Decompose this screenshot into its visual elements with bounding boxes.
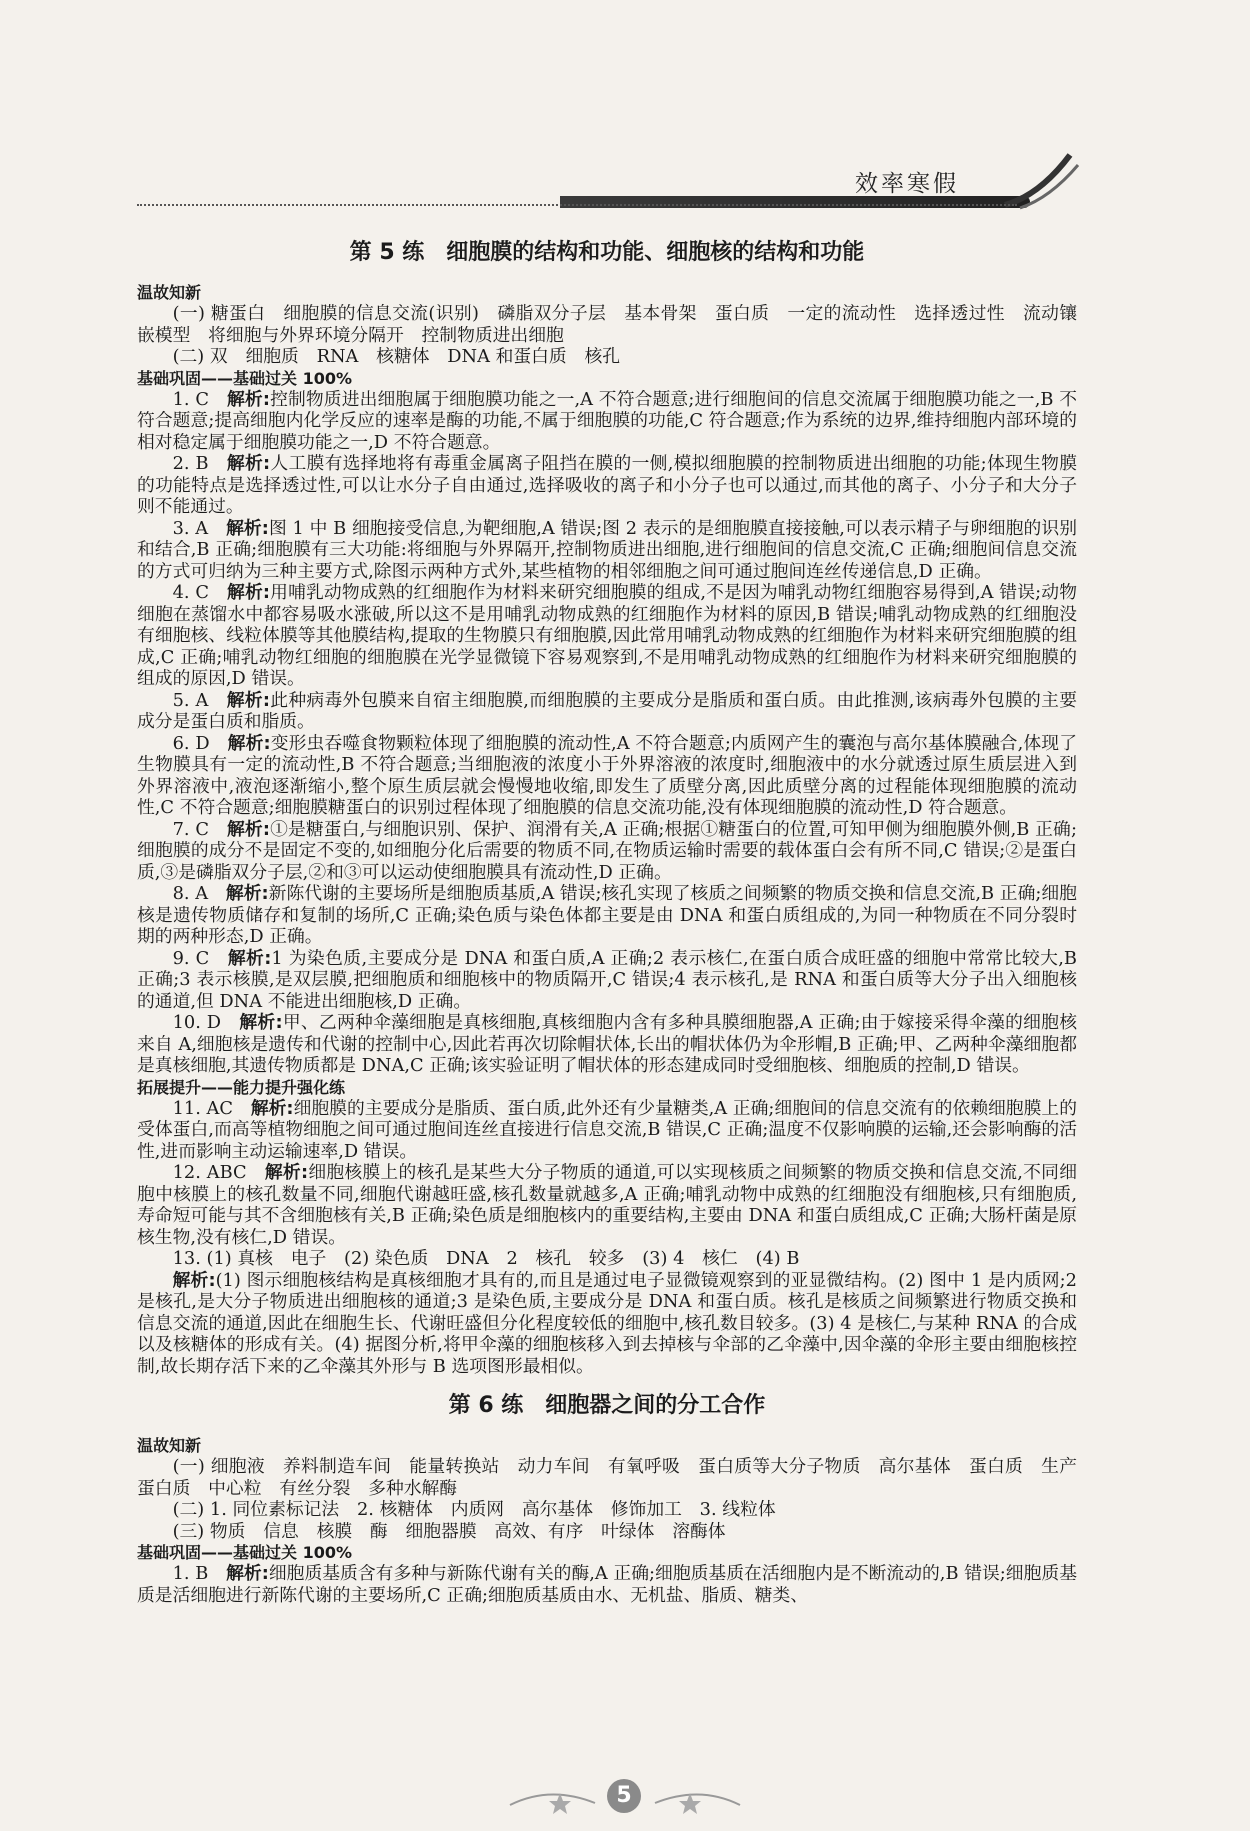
explanation-text: 此种病毒外包膜来自宿主细胞膜,而细胞膜的主要成分是脂质和蛋白质。由此推测,该病毒外包膜的主要成分是蛋白质和脂质。 — [137, 689, 1077, 732]
section6-review-3: (三) 物质 信息 核膜 酶 细胞器膜 高效、有序 叶绿体 溶酶体 — [172, 1520, 726, 1542]
section5-item — [137, 389, 1077, 454]
section5-item — [137, 1012, 1077, 1077]
explanation-text: 甲、乙两种伞藻细胞是真核细胞,真核细胞内含有多种具膜细胞器,A 正确;由于嫁接采得伞藻的细胞核来自 A,细胞核是遗传和代谢的控制中心,因此若再次切除帽状体,长出的帽状体仍为伞形帽,B 正确;甲、乙两种伞藻细胞都是真核细胞,其遗传物质都是 DNA,C 正确;该实验证明了帽状体的形态建成同时受细胞核、细胞质的控制,D 错误。 — [137, 1012, 1077, 1076]
explanation-label: 解析: — [227, 732, 271, 754]
explanation-text: ①是糖蛋白,与细胞识别、保护、润滑有关,A 正确;根据①糖蛋白的位置,可知甲侧为细胞膜外侧,B 正确;细胞膜的成分不是固定不变的,如细胞分化后需要的物质不同,在物质运输时需要的载体蛋白会有所不同,C 错误;②是蛋白质,③是磷脂双分子层,②和③可以运动使细胞膜具有流动性,D 正确。 — [137, 818, 1077, 883]
section5-item — [137, 690, 1077, 733]
answer-number: 5. A — [172, 689, 209, 711]
section5-review-1: (一) 糖蛋白 细胞膜的信息交流(识别) 磷脂双分子层 基本骨架 蛋白质 一定的流动性 选择透过性 流动镶嵌模型 将细胞与外界环境分隔开 控制物质进出细胞 — [137, 303, 1077, 346]
section5-review-heading: 温故知新 — [137, 283, 202, 302]
section5-item — [137, 518, 1077, 583]
item13-text: (1) 图示细胞核结构是真核细胞才具有的,而且是通过电子显微镜观察到的亚显微结构。(2) 图中 1 是内质网;2 是核孔,是大分子物质进出细胞核的通道;3 是染色质,主要成分是 DNA 和蛋白质。核孔是核质之间频繁进行物质交换和信息交流的通道,因此在细胞生长、代谢旺盛但分化程度较低的细胞中,核孔数目较多。(3) 4 是核仁,与某种 RNA 的合成以及核糖体的形成有关。(4) 据图分析,将甲伞藻的细胞核移入到去掉核与伞部的乙伞藻中,因伞藻的伞形主要由细胞核控制,故长期存活下来的乙伞藻其外形与 B 选项图形最相似。 — [137, 1269, 1077, 1377]
section5-item — [137, 733, 1077, 819]
section5-answer-list — [137, 389, 1077, 1077]
section6-review-2: (二) 1. 同位素标记法 2. 核糖体 内质网 高尔基体 修饰加工 3. 线粒体 — [172, 1499, 776, 1520]
answer-number: 2. B — [172, 453, 209, 474]
explanation-label: 解析: — [226, 517, 269, 539]
section5-ext-item — [137, 1162, 1077, 1248]
explanation-label: 解析: — [227, 818, 270, 840]
explanation-label: 解析: — [227, 582, 271, 603]
header-swoosh-decoration — [1000, 150, 1080, 210]
explanation-text: 用哺乳动物成熟的红细胞作为材料来研究细胞膜的组成,不是因为哺乳动物红细胞容易得到,A 错误;动物细胞在蒸馏水中都容易吸水涨破,所以这不是用哺乳动物成熟的红细胞作为材料的原因,B 错误;哺乳动物成熟的红细胞没有细胞核、线粒体膜等其他膜结构,提取的生物膜只有细胞膜,因此常用哺乳动物成熟的红细胞作为材料来研究细胞膜的组成,C 正确;哺乳动物红细胞的细胞膜在光学显微镜下容易观察到,不是用哺乳动物成熟的红细胞作为材料来研究细胞膜的组成的原因,D 错误。 — [137, 582, 1077, 689]
answer-number: 8. A — [172, 883, 209, 904]
section6-item-1-label: 解析: — [226, 1563, 269, 1584]
section5-basic-heading: 基础巩固——基础过关 100% — [137, 368, 353, 388]
section5-item — [137, 883, 1077, 948]
section5-item — [137, 582, 1077, 690]
section5-ext-item — [137, 1098, 1077, 1163]
section5-ext-answer-list — [137, 1098, 1077, 1249]
header-brand: 效率寒假 — [855, 171, 959, 197]
explanation-label: 解析: — [225, 883, 269, 904]
explanation-text: 细胞膜的主要成分是脂质、蛋白质,此外还有少量糖类,A 正确;细胞间的信息交流有的依赖细胞膜上的受体蛋白,而高等植物细胞之间可通过胞间连丝直接进行信息交流,B 错误,C 正确;温度不仅影响膜的运输,还会影响酶的活性,进而影响主动运输速率,D 错误。 — [137, 1097, 1077, 1162]
section6-review-1: (一) 细胞液 养料制造车间 能量转换站 动力车间 有氧呼吸 蛋白质等大分子物质 高尔基体 蛋白质 生产蛋白质 中心粒 有丝分裂 多种水解酶 — [137, 1456, 1077, 1499]
explanation-label: 解析: — [226, 453, 271, 474]
section6-review-heading: 温故知新 — [137, 1436, 202, 1455]
explanation-text: 细胞核膜上的核孔是某些大分子物质的通道,可以实现核质之间频繁的物质交换和信息交流,不同细胞中核膜上的核孔数量不同,细胞代谢越旺盛,核孔数量就越多,A 正确;哺乳动物中成熟的红细胞没有细胞核,只有细胞质,寿命短可能与其不含细胞核有关,B 正确;染色质是细胞核内的重要结构,主要由 DNA 和蛋白质组成,C 正确;大肠杆菌是原核生物,没有核仁,D 错误。 — [137, 1162, 1077, 1248]
section6-item-1-text: 细胞质基质含有多种与新陈代谢有关的酶,A 正确;细胞质基质在活细胞内是不断流动的,B 错误;细胞质基质是活细胞进行新陈代谢的主要场所,C 正确;细胞质基质由水、无机盐、脂质、糖类、 — [137, 1563, 1077, 1606]
header-bar — [560, 196, 1030, 208]
header-rule — [137, 204, 1017, 206]
item13-answer: 13. (1) 真核 电子 (2) 染色质 DNA 2 核孔 较多 (3) 4 核仁 (4) B — [172, 1248, 800, 1269]
section6-basic-heading: 基础巩固——基础过关 100% — [137, 1543, 353, 1562]
explanation-text: 控制物质进出细胞属于细胞膜功能之一,A 不符合题意;进行细胞间的信息交流属于细胞膜功能之一,B 不符合题意;提高细胞内化学反应的速率是酶的功能,不属于细胞膜的功能,C 符合题意;作为系统的边界,维持细胞内部环境的相对稳定属于细胞膜功能之一,D 不符合题意。 — [137, 388, 1077, 453]
section5-item — [137, 453, 1077, 518]
section5-item — [137, 948, 1077, 1013]
explanation-label: 解析: — [239, 1012, 283, 1033]
page-content — [137, 232, 1077, 1606]
explanation-label: 解析: — [250, 1097, 294, 1119]
explanation-text: 人工膜有选择地将有毒重金属离子阻挡在膜的一侧,模拟细胞膜的控制物质进出细胞的功能;体现生物膜的功能特点是选择透过性,可以让水分子自由通过,选择吸收的离子和小分子也可以通过,而其他的离子、小分子和大分子则不能通过。 — [137, 453, 1077, 517]
explanation-label: 解析: — [227, 388, 270, 410]
answer-number: 1. C — [172, 388, 209, 410]
answer-number: 7. C — [172, 818, 209, 840]
explanation-label: 解析: — [227, 947, 272, 969]
section5-ext-heading: 拓展提升——能力提升强化练 — [137, 1077, 346, 1097]
answer-number: 3. A — [172, 517, 209, 539]
item13-label: 解析: — [172, 1269, 216, 1291]
explanation-label: 解析: — [264, 1162, 309, 1183]
answer-number: 4. C — [172, 582, 209, 603]
item13-explanation — [137, 1270, 1077, 1378]
explanation-text: 图 1 中 B 细胞接受信息,为靶细胞,A 错误;图 2 表示的是细胞膜直接接触,可以表示精子与卵细胞的识别和结合,B 正确;细胞膜有三大功能:将细胞与外界隔开,控制物质进出细胞,进行细胞间的信息交流,C 正确;细胞间信息交流的方式可归纳为三种主要方式,除图示两种方式外,某些植物的相邻细胞之间可通过胞间连丝传递信息,D 正确。 — [137, 517, 1077, 582]
answer-number: 10. D — [172, 1012, 222, 1033]
section5-review-2: (二) 双 细胞质 RNA 核糖体 DNA 和蛋白质 核孔 — [172, 346, 621, 367]
explanation-text: 变形虫吞噬食物颗粒体现了细胞膜的流动性,A 不符合题意;内质网产生的囊泡与高尔基体膜融合,体现了生物膜具有一定的流动性,B 不符合题意;当细胞液的浓度小于外界溶液的浓度时,细胞液中的水分就透过原生质层进入到外界溶液中,液泡逐渐缩小,整个原生质层就会慢慢地收缩,即发生了质壁分离,因此质壁分离的过程能体现细胞膜的流动性,C 不符合题意;细胞膜糖蛋白的识别过程体现了细胞膜的信息交流功能,没有体现细胞膜的流动性,D 符合题意。 — [137, 732, 1077, 818]
answer-number: 11. AC — [172, 1097, 233, 1119]
explanation-text: 1 为染色质,主要成分是 DNA 和蛋白质,A 正确;2 表示核仁,在蛋白质合成旺盛的细胞中常常比较大,B 正确;3 表示核膜,是双层膜,把细胞质和细胞核中的物质隔开,C 错误;4 表示核孔,是 RNA 和蛋白质等大分子出入细胞核的通道,但 DNA 不能进出细胞核,D 正确。 — [137, 947, 1077, 1012]
answer-number: 6. D — [172, 732, 210, 754]
explanation-label: 解析: — [226, 689, 270, 711]
section6-title: 第 6 练 细胞器之间的分工合作 — [448, 1393, 766, 1418]
answer-number: 12. ABC — [172, 1162, 247, 1183]
section6-item-1 — [137, 1563, 1077, 1606]
section5-title: 第 5 练 细胞膜的结构和功能、细胞核的结构和功能 — [349, 240, 865, 265]
section6-item-1-num: 1. B — [172, 1563, 209, 1584]
section5-item — [137, 819, 1077, 884]
page-number: 5 — [607, 1779, 641, 1813]
answer-number: 9. C — [172, 947, 210, 969]
explanation-text: 新陈代谢的主要场所是细胞质基质,A 错误;核孔实现了核质之间频繁的物质交换和信息交流,B 正确;细胞核是遗传物质储存和复制的场所,C 正确;染色质与染色体都主要是由 DNA 和蛋白质组成的,为同一种物质在不同分裂时期的两种形态,D 正确。 — [137, 883, 1077, 947]
